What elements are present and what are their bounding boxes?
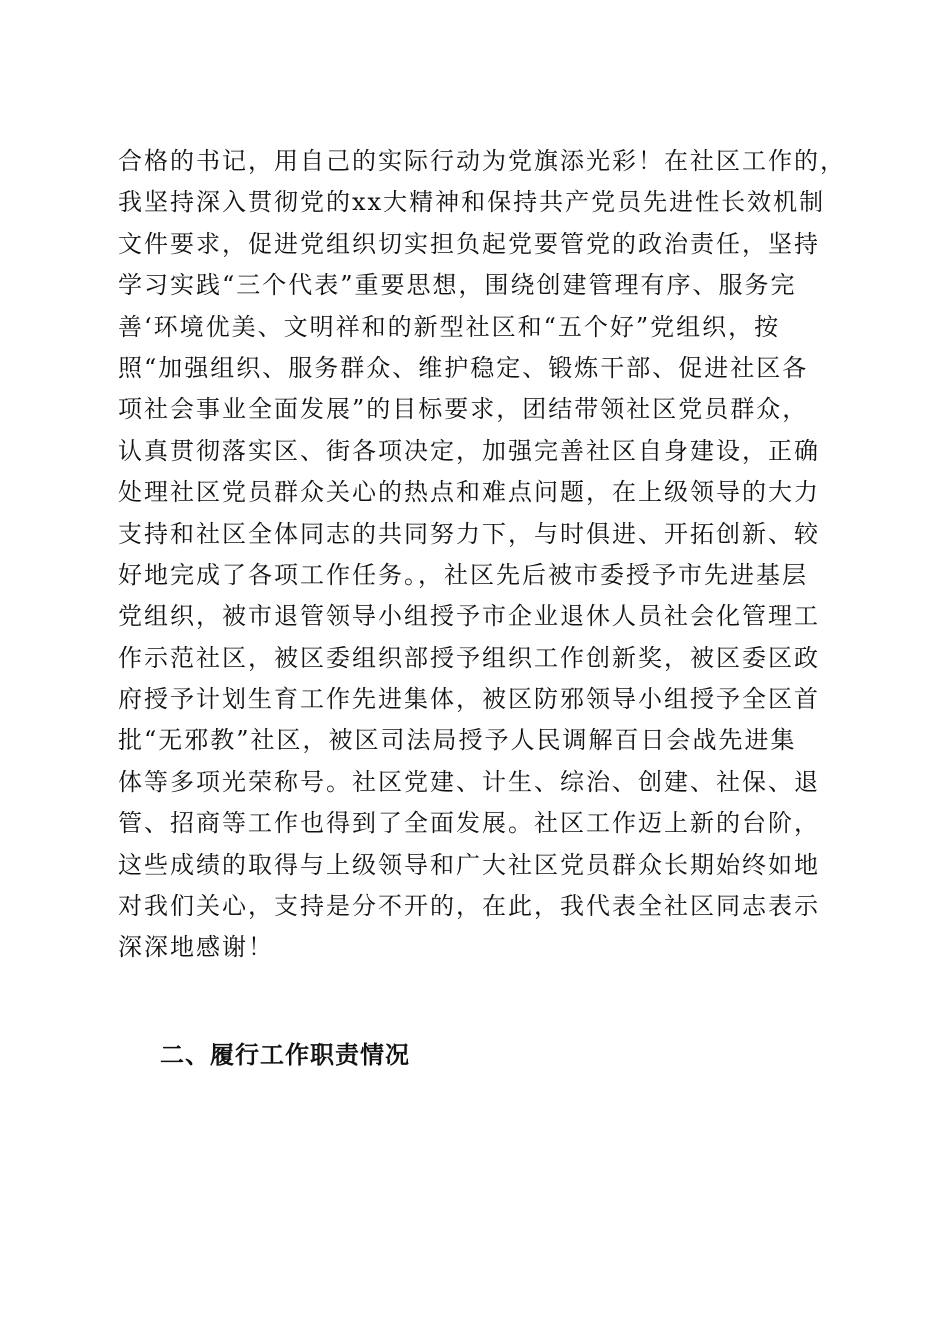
body-paragraph (118, 141, 846, 969)
paragraph-line: 党组织，被市退管领导小组授予市企业退休人员社会化管理工 (118, 602, 820, 631)
paragraph-line: 善‘环境优美、文明祥和的新型社区和“五个好”党组织，按 (118, 312, 781, 341)
paragraph-line: 支持和社区全体同志的共同努力下，与时俱进、开拓创新、较 (118, 519, 820, 548)
paragraph-line: 管、招商等工作也得到了全面发展。社区工作迈上新的台阶， (118, 809, 820, 838)
paragraph-line: 照“加强组织、服务群众、维护稳定、锻炼干部、促进社区各 (118, 353, 809, 382)
paragraph-line: 项社会事业全面发展”的目标要求，团结带领社区党员群众， (118, 395, 809, 424)
paragraph-line: 学习实践“三个代表”重要思想，围绕创建管理有序、服务完 (118, 271, 797, 300)
paragraph-line: 我坚持深入贯彻党的xx大精神和保持共产党员先进性长效机制 (118, 188, 826, 217)
paragraph-line: 这些成绩的取得与上级领导和广大社区党员群众长期始终如地 (118, 850, 820, 879)
paragraph-line: 深深地感谢！ (118, 933, 274, 962)
paragraph-line: 好地完成了各项工作任务。，社区先后被市委授予市先进基层 (118, 560, 808, 589)
section-heading: 二、履行工作职责情况 (160, 1041, 410, 1069)
paragraph-line: 批“无邪教”社区，被区司法局授予人民调解百日会战先进集 (118, 726, 797, 755)
paragraph-line: 文件要求，促进党组织切实担负起党要管党的政治责任，坚持 (118, 229, 820, 258)
paragraph-line: 处理社区党员群众关心的热点和难点问题，在上级领导的大力 (118, 478, 820, 507)
paragraph-line: 体等多项光荣称号。社区党建、计生、综治、创建、社保、退 (118, 767, 820, 796)
paragraph-line: 对我们关心，支持是分不开的，在此，我代表全社区同志表示 (118, 892, 820, 921)
paragraph-line: 合格的书记，用自己的实际行动为党旗添光彩！在社区工作的， (118, 147, 846, 175)
paragraph-line: 作示范社区，被区委组织部授予组织工作创新奖，被区委区政 (118, 643, 820, 672)
paragraph-line: 认真贯彻落实区、街各项决定，加强完善社区自身建设，正确 (118, 436, 820, 465)
paragraph-line: 府授予计划生育工作先进集体，被区防邪领导小组授予全区首 (118, 685, 820, 714)
